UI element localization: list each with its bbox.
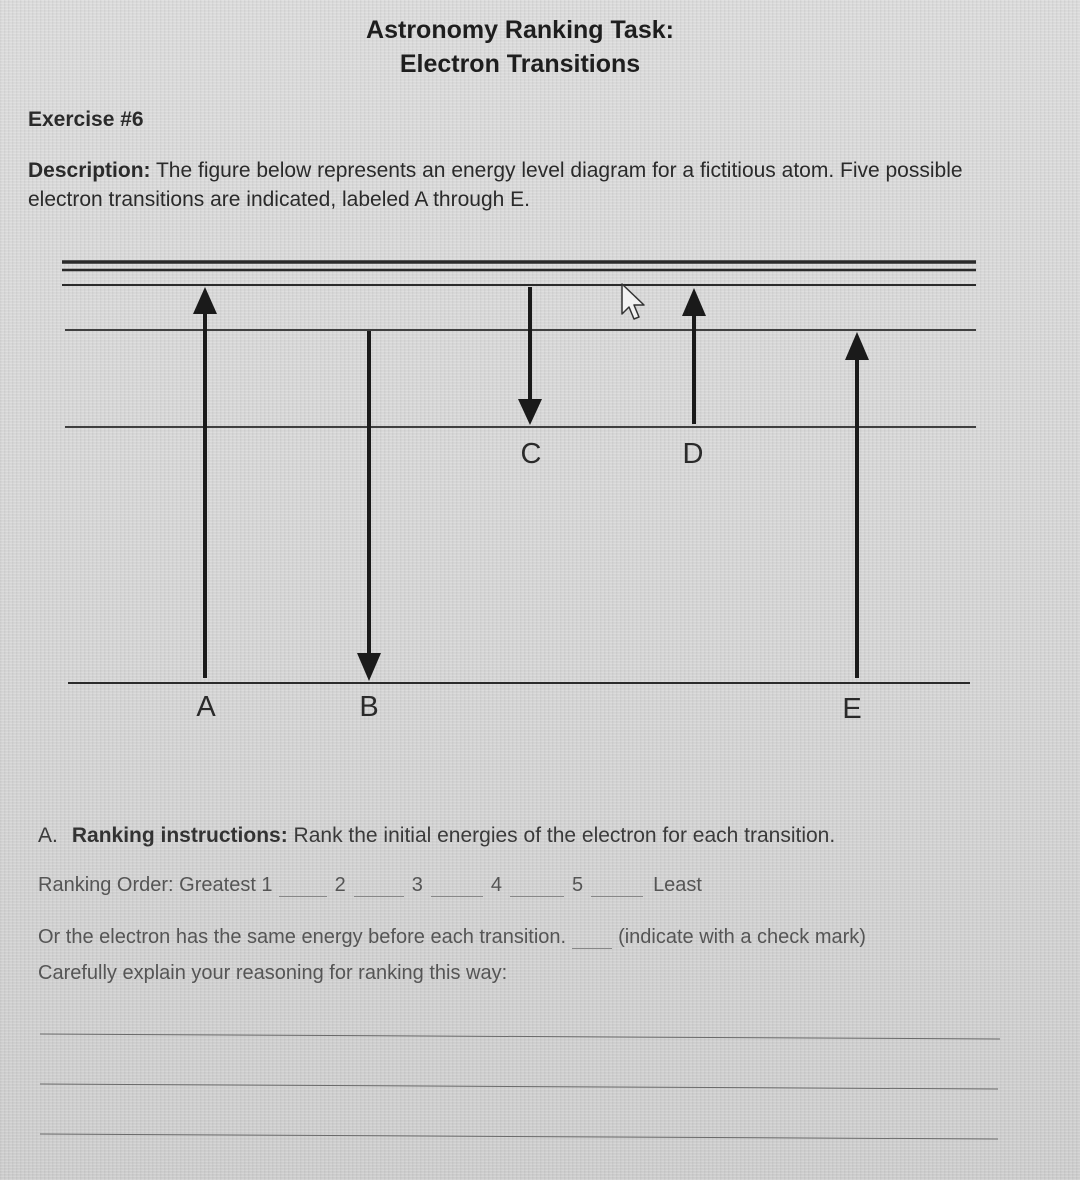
transition-label-c: C xyxy=(520,438,542,470)
transition-c-arrowhead xyxy=(518,399,542,425)
energy-levels xyxy=(62,262,976,683)
transition-label-a: A xyxy=(196,691,216,723)
transition-label-e: E xyxy=(842,693,862,725)
ranking-instructions xyxy=(38,824,835,848)
answer-line-1[interactable] xyxy=(40,1033,1000,1039)
transition-b xyxy=(357,331,381,681)
ranking-order-row xyxy=(38,874,702,897)
transition-label-b: B xyxy=(359,691,379,723)
transition-a xyxy=(193,287,217,678)
rank-blank-2[interactable] xyxy=(354,878,404,897)
transition-label-d: D xyxy=(682,438,704,470)
description-label: Description: xyxy=(28,159,151,182)
answer-line-2[interactable] xyxy=(40,1083,998,1089)
same-energy-row xyxy=(38,926,866,949)
ranking-order-label: Ranking Order: Greatest 1 xyxy=(38,874,273,896)
ranking-least-label: Least xyxy=(653,874,702,896)
rank-blank-4[interactable] xyxy=(510,878,564,897)
rank-number-4: 4 xyxy=(490,874,502,896)
transition-b-arrowhead xyxy=(357,653,381,681)
answer-line-3[interactable] xyxy=(40,1133,998,1139)
same-energy-text: Or the electron has the same energy before each transition. xyxy=(38,926,567,948)
explain-prompt: Carefully explain your reasoning for ranking this way: xyxy=(38,962,508,984)
page-title: Astronomy Ranking Task: xyxy=(366,16,674,44)
transition-d-arrowhead xyxy=(682,288,706,316)
rank-blank-1[interactable] xyxy=(279,878,327,897)
page-subtitle: Electron Transitions xyxy=(399,50,641,78)
transition-d xyxy=(682,288,706,424)
transition-a-arrowhead xyxy=(193,287,217,314)
rank-number-3: 3 xyxy=(411,874,423,896)
ranking-instructions-label: Ranking instructions: xyxy=(71,824,288,847)
exercise-label: Exercise #6 xyxy=(28,108,144,131)
same-energy-check-blank[interactable] xyxy=(572,930,612,949)
description-text: The figure below represents an energy level diagram for a fictitious atom. Five possible electron transitions are indicated, labeled A through E. xyxy=(28,159,963,211)
transition-e-arrowhead xyxy=(845,332,869,360)
rank-blank-3[interactable] xyxy=(431,878,483,897)
check-mark-hint: (indicate with a check mark) xyxy=(618,926,866,948)
transition-c xyxy=(518,287,542,425)
rank-number-5: 5 xyxy=(571,874,584,896)
ranking-instructions-text: Rank the initial energies of the electron for each transition. xyxy=(293,824,836,847)
part-prefix: A. xyxy=(38,824,58,847)
rank-blank-5[interactable] xyxy=(591,878,643,897)
mouse-cursor-icon xyxy=(622,284,644,319)
transition-e xyxy=(845,332,869,678)
rank-number-2: 2 xyxy=(334,874,346,896)
